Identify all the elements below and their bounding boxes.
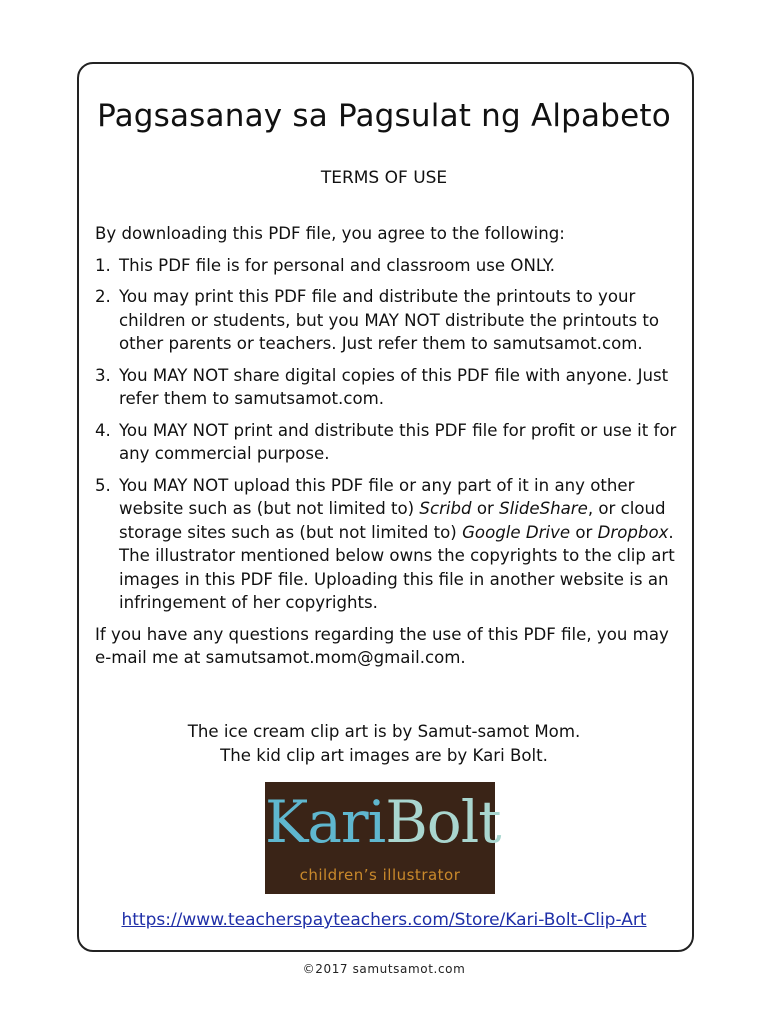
kari-bolt-logo bbox=[265, 782, 501, 894]
terms-content bbox=[95, 222, 685, 670]
item-text: You MAY NOT share digital copies of this PDF file with anyone. Just refer them to samutsamot.com. bbox=[119, 365, 669, 408]
item-text-part: or bbox=[570, 522, 598, 542]
item-number: 2. bbox=[95, 287, 111, 306]
terms-item-4 bbox=[95, 419, 685, 466]
terms-heading: TERMS OF USE bbox=[320, 168, 448, 188]
item-text-part: , or cloud storage sites such as (but not limited to) bbox=[119, 499, 666, 542]
contact-text: If you have any questions regarding the use of this PDF file, you may e-mail me at samutsamot.mom@gmail.com. bbox=[95, 624, 669, 667]
item-text-part: or bbox=[471, 499, 500, 518]
google-drive-name: Google Drive bbox=[462, 522, 571, 542]
item-text: You MAY NOT print and distribute this PDF file for profit or use it for any commercial purpose. bbox=[119, 420, 677, 463]
logo-word-kari: Kari bbox=[265, 788, 386, 856]
terms-item-3 bbox=[95, 364, 685, 411]
item-text bbox=[119, 476, 675, 613]
item-number: 3. bbox=[95, 365, 111, 385]
terms-item-2 bbox=[95, 285, 685, 356]
item-text: This PDF file is for personal and classroom use ONLY. bbox=[119, 255, 555, 275]
terms-list bbox=[95, 254, 685, 615]
credit-line-ice-cream: The ice cream clip art is by Samut-samot Mom. bbox=[187, 722, 581, 741]
page-title: Pagsasanay sa Pagsulat ng Alpabeto bbox=[97, 98, 671, 134]
item-text-part: You MAY NOT upload this PDF file or any part of it in any other website such as (but not limited to) bbox=[119, 475, 635, 518]
logo-tagline: children’s illustrator bbox=[299, 866, 461, 884]
scribd-name: Scribd bbox=[419, 499, 472, 518]
logo-wordmark bbox=[265, 788, 501, 856]
terms-intro: By downloading this PDF file, you agree to the following: bbox=[95, 224, 565, 243]
item-number: 5. bbox=[95, 475, 111, 495]
item-number: 4. bbox=[95, 420, 111, 440]
slideshare-name: SlideShare bbox=[499, 499, 588, 518]
logo-word-bolt: Bolt bbox=[385, 788, 501, 856]
terms-item-5 bbox=[95, 474, 685, 615]
terms-item-1 bbox=[95, 254, 685, 278]
credit-line-kids: The kid clip art images are by Kari Bolt. bbox=[220, 746, 548, 765]
item-text: You may print this PDF file and distribute the printouts to your children or students, but you MAY NOT distribute the printouts to other parents or teachers. Just refer them to samutsamot.com. bbox=[119, 287, 660, 353]
copyright-footer: ©2017 samutsamot.com bbox=[302, 962, 466, 976]
item-text-part: . The illustrator mentioned below owns the copyrights to the clip art images in this PDF file. Uploading this file in another website is an infringement of her copyrights. bbox=[119, 522, 675, 612]
item-number: 1. bbox=[95, 255, 111, 275]
dropbox-name: Dropbox bbox=[597, 522, 669, 542]
store-link[interactable]: https://www.teacherspayteachers.com/Store/Kari-Bolt-Clip-Art bbox=[121, 910, 647, 930]
credits bbox=[0, 720, 768, 768]
